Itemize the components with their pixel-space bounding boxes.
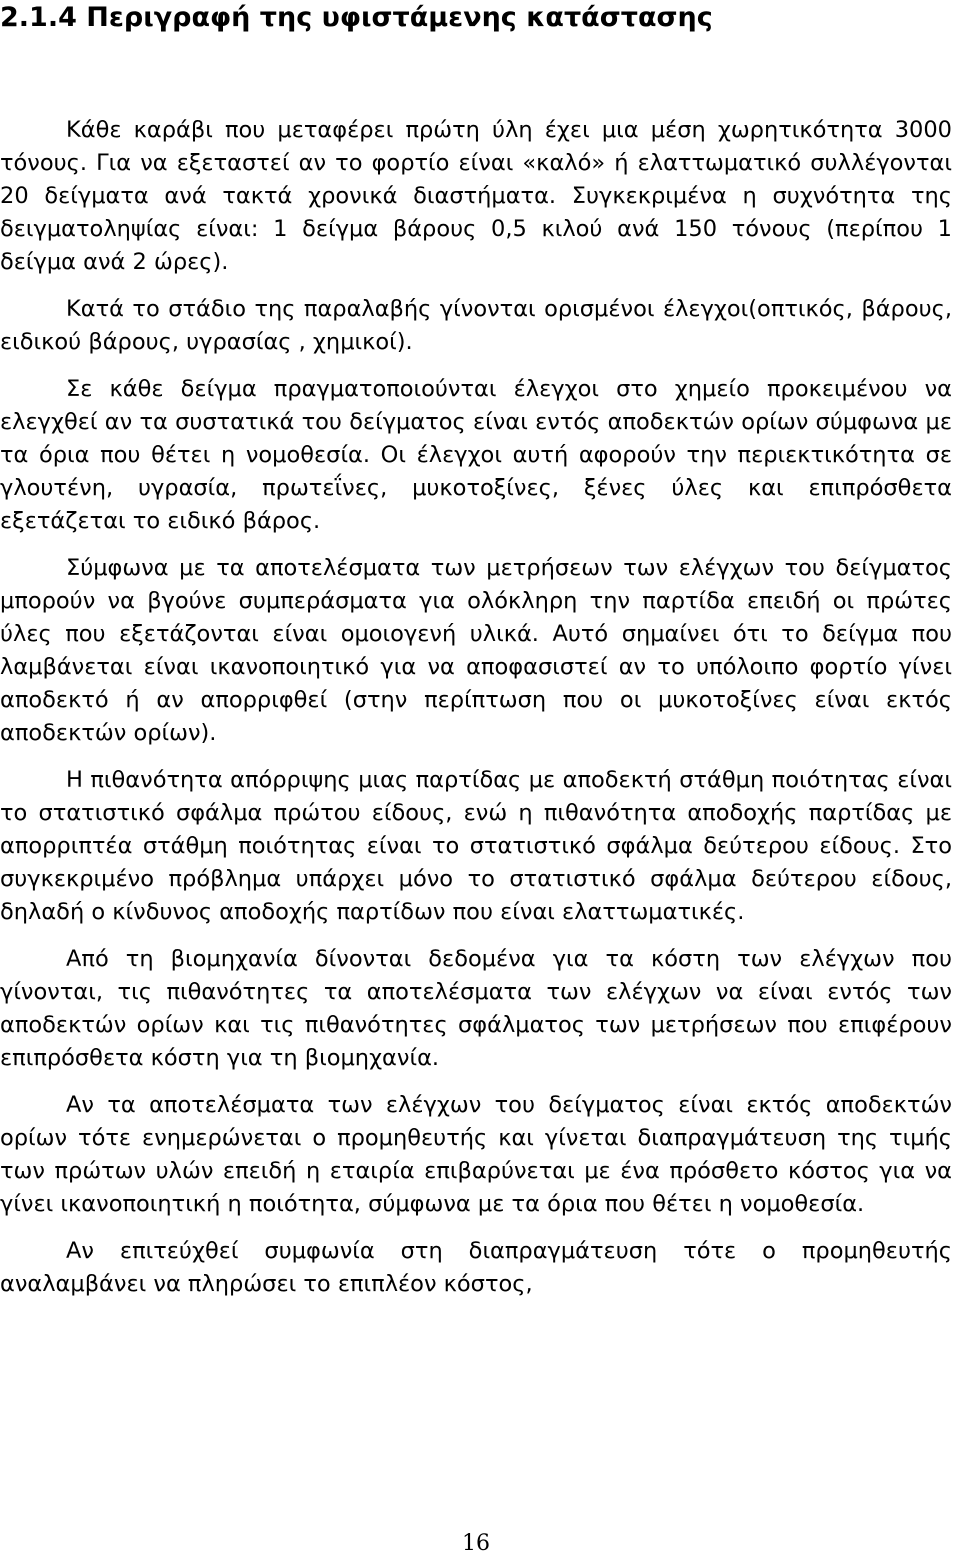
paragraph-reception-checks: Κατά το στάδιο της παραλαβής γίνονται ορισμένοι έλεγχοι(οπτικός, βάρους, ειδικού βάρους, υγρασίας , χημικοί). bbox=[0, 296, 952, 355]
paragraph-sampling: Κάθε καράβι που μεταφέρει πρώτη ύλη έχει μια μέση χωρητικότητα 3000 τόνους. Για να εξεταστεί αν το φορτίο είναι «καλό» ή ελαττωματικό συλλέγονται 20 δείγματα ανά τακτά χρονικά διαστήματα. Συγκεκριμένα η συχνότητα της δειγματοληψίας είναι: 1 δείγμα βάρους 0,5 κιλού ανά 150 τόνους (περίπου 1 δείγμα ανά 2 ώρες). bbox=[0, 117, 952, 275]
paragraph-negotiation: Αν τα αποτελέσματα των ελέγχων του δείγματος είναι εκτός αποδεκτών ορίων τότε ενημερώνεται ο προμηθευτής και γίνεται διαπραγμάτευση της τιμής των πρώτων υλών επειδή η εταιρία επιβαρύνεται με ένα πρόσθετο κόστος για να γίνει ικανοποιητική η ποιότητα, σύμφωνα με τα όρια που θέτει η νομοθεσία. bbox=[0, 1092, 952, 1217]
body-text bbox=[0, 114, 952, 1315]
paragraph-lab-checks: Σε κάθε δείγμα πραγματοποιούνται έλεγχοι στο χημείο προκειμένου να ελεγχθεί αν τα συστατικά του δείγματος είναι εντός αποδεκτών ορίων σύμφωνα με τα όρια που θέτει η νομοθεσία. Οι έλεγχοι αυτή αφορούν την περιεκτικότητα σε γλουτένη, υγρασία, πρωτεΐνες, μυκοτοξίνες, ξένες ύλες και επιπρόσθετα εξετάζεται το ειδικό βάρος. bbox=[0, 376, 952, 534]
paragraph-conclusions: Σύμφωνα με τα αποτελέσματα των μετρήσεων των ελέγχων του δείγματος μπορούν να βγούνε συμπεράσματα για ολόκληρη την παρτίδα επειδή οι πρώτες ύλες που εξετάζονται είναι ομοιογενή υλικά. Αυτό σημαίνει ότι το δείγμα που λαμβάνεται είναι ικανοποιητικό για να αποφασιστεί αν το υπόλοιπο φορτίο γίνει αποδεκτό ή αν απορριφθεί (στην περίπτωση που οι μυκοτοξίνες είναι εκτός αποδεκτών ορίων). bbox=[0, 555, 952, 746]
section-heading: 2.1.4 Περιγραφή της υφιστάμενης κατάστασης bbox=[0, 2, 713, 33]
page-number: 16 bbox=[462, 1531, 490, 1556]
paragraph-costs: Από τη βιομηχανία δίνονται δεδομένα για τα κόστη των ελέγχων που γίνονται, τις πιθανότητες τα αποτελέσματα των ελέγχων να είναι εντός των αποδεκτών ορίων και τις πιθανότητες σφάλματος των μετρήσεων που επιφέρουν επιπρόσθετα κόστη για τη βιομηχανία. bbox=[0, 946, 952, 1071]
paragraph-agreement: Αν επιτεύχθεί συμφωνία στη διαπραγμάτευση τότε ο προμηθευτής αναλαμβάνει να πληρώσει το επιπλέον κόστος, bbox=[0, 1238, 952, 1297]
paragraph-statistical-errors: Η πιθανότητα απόρριψης μιας παρτίδας με αποδεκτή στάθμη ποιότητας είναι το στατιστικό σφάλμα πρώτου είδους, ενώ η πιθανότητα αποδοχής παρτίδας με απορριπτέα στάθμη ποιότητας είναι το στατιστικό σφάλμα δεύτερου είδους. Στο συγκεκριμένο πρόβλημα υπάρχει μόνο το στατιστικό σφάλμα δεύτερου είδους, δηλαδή ο κίνδυνος αποδοχής παρτίδων που είναι ελαττωματικές. bbox=[0, 767, 952, 925]
